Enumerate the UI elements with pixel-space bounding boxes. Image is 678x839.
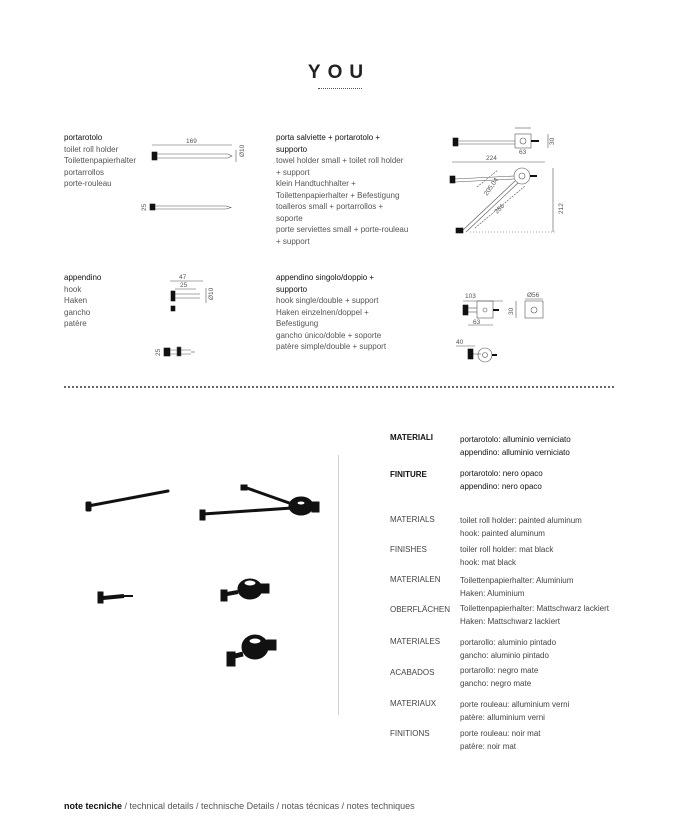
spec-line: portarollo: aluminio pintado	[460, 638, 557, 647]
dim-label: 63	[473, 319, 481, 326]
brand-title: YOU	[307, 62, 371, 83]
product-line: Befestigung	[276, 319, 319, 328]
spec-label-materiali: MATERIALI	[390, 433, 433, 442]
product-line: gancho	[64, 307, 91, 317]
spec-label: MATERIALES	[390, 637, 441, 646]
spec-line: toilet roll holder: painted aluminum	[460, 516, 582, 525]
spec-line: gancho: aluminio pintado	[460, 651, 549, 660]
product-line: hook	[64, 284, 82, 294]
dim-label: Ø56	[527, 292, 540, 299]
dim-label: 103	[465, 293, 476, 300]
spec-value	[460, 636, 660, 662]
spec-label: MATERIALS	[390, 515, 435, 524]
spec-line: portarollo: negro mate	[460, 666, 539, 675]
footer-rest: / technical details / technische Details / notas técnicas / notes techniques	[122, 801, 415, 811]
product-line: Toilettenpapierhalter + Befestigung	[276, 190, 400, 200]
dim-label: 25	[141, 203, 148, 211]
spec-value-materiali	[460, 433, 660, 459]
dim-label: 30	[508, 307, 515, 315]
spec-label: MATERIALEN	[390, 575, 441, 584]
spec-label: ACABADOS	[390, 668, 435, 677]
spec-line: Haken: Mattschwarz lackiert	[460, 617, 561, 626]
footer-bold: note tecniche	[64, 801, 123, 811]
dim-label: 286	[493, 202, 507, 216]
spec-line: portarotolo: nero opaco	[460, 469, 543, 478]
spec-label-finiture: FINITURE	[390, 470, 427, 479]
spec-line: hook: mat black	[460, 558, 517, 567]
dim-label: 224	[486, 155, 497, 162]
spec-value	[460, 698, 660, 724]
product-title: appendino singolo/doppio +	[276, 273, 375, 282]
spec-line: Haken: Aluminium	[460, 589, 525, 598]
product-line: patère simple/double + support	[276, 342, 387, 351]
spec-value	[460, 664, 660, 690]
technical-drawings	[0, 0, 678, 380]
product-line: klein Handtuchhalter +	[276, 179, 356, 188]
dim-label: 30	[549, 137, 556, 145]
product-line: Haken einzelnen/doppel +	[276, 307, 369, 317]
dim-label: 47	[179, 274, 187, 281]
roll-holder-base	[152, 152, 157, 160]
spec-label: FINISHES	[390, 545, 427, 554]
product-line: soporte	[276, 213, 303, 223]
spec-value	[460, 727, 660, 753]
spec-line: hook: painted aluminum	[460, 529, 545, 538]
product-line: porte-rouleau	[64, 179, 112, 188]
product-line: hook single/double + support	[276, 296, 379, 305]
product-line: + support	[276, 236, 310, 246]
spec-line: Toilettenpapierhalter: Mattschwarz lackiert	[460, 604, 609, 613]
product-line: patère	[64, 319, 87, 328]
spec-value	[460, 543, 660, 569]
spec-label: OBERFLÄCHEN	[390, 605, 451, 614]
vertical-divider	[338, 455, 339, 715]
spec-value	[460, 574, 660, 600]
dim-label: 63	[519, 149, 527, 156]
product-line: toalleros small + portarrollos +	[276, 202, 384, 211]
product-line: toilet roll holder	[64, 144, 119, 154]
product-title: appendino	[64, 273, 102, 282]
spec-line: toiler roll holder: mat black	[460, 545, 554, 554]
product-line: + support	[276, 167, 310, 177]
product-title: porta salviette + portarotolo +	[276, 133, 381, 142]
spec-line: patère: alluminium verni	[460, 713, 545, 722]
section-divider	[64, 386, 614, 388]
spec-label: FINITIONS	[390, 729, 430, 738]
spec-line: portarotolo: alluminio verniciato	[460, 435, 571, 444]
product-title-2: supporto	[276, 284, 308, 294]
spec-label: MATERIAUX	[390, 699, 437, 708]
spec-value	[460, 602, 660, 628]
dim-label: Ø10	[239, 144, 246, 157]
dim-label: Ø10	[208, 287, 215, 300]
dim-label: 169	[186, 138, 197, 145]
dim-label: 205,04	[482, 176, 501, 198]
spec-line: patère: noir mat	[460, 742, 517, 751]
dim-label: 40	[456, 339, 464, 346]
dim-label: 212	[558, 203, 565, 214]
footer-note	[64, 801, 415, 811]
spec-line: appendino: nero opaco	[460, 482, 542, 491]
spec-value	[460, 514, 660, 540]
dim-label: 25	[180, 282, 188, 289]
spec-line: porte rouleau: alluminium verni	[460, 700, 570, 709]
product-title: portarotolo	[64, 133, 103, 142]
product-line: Haken	[64, 296, 88, 305]
product-line: Toilettenpapierhalter	[64, 156, 137, 165]
product-line: towel holder small + toilet roll holder	[276, 156, 404, 165]
product-line: portarrollos	[64, 167, 105, 177]
spec-line: Toilettenpapierhalter: Aluminium	[460, 576, 574, 585]
spec-line: gancho: negro mate	[460, 679, 532, 688]
dim-label: 25	[155, 348, 162, 356]
product-title-2: supporto	[276, 144, 308, 154]
product-line: gancho único/doble + soporte	[276, 330, 382, 340]
spec-line: appendino: alluminio verniciato	[460, 448, 570, 457]
spec-value-finiture	[460, 467, 660, 493]
spec-line: porte rouleau: noir mat	[460, 729, 541, 738]
product-line: porte serviettes small + porte-rouleau	[276, 225, 409, 234]
product-renders	[60, 470, 330, 680]
